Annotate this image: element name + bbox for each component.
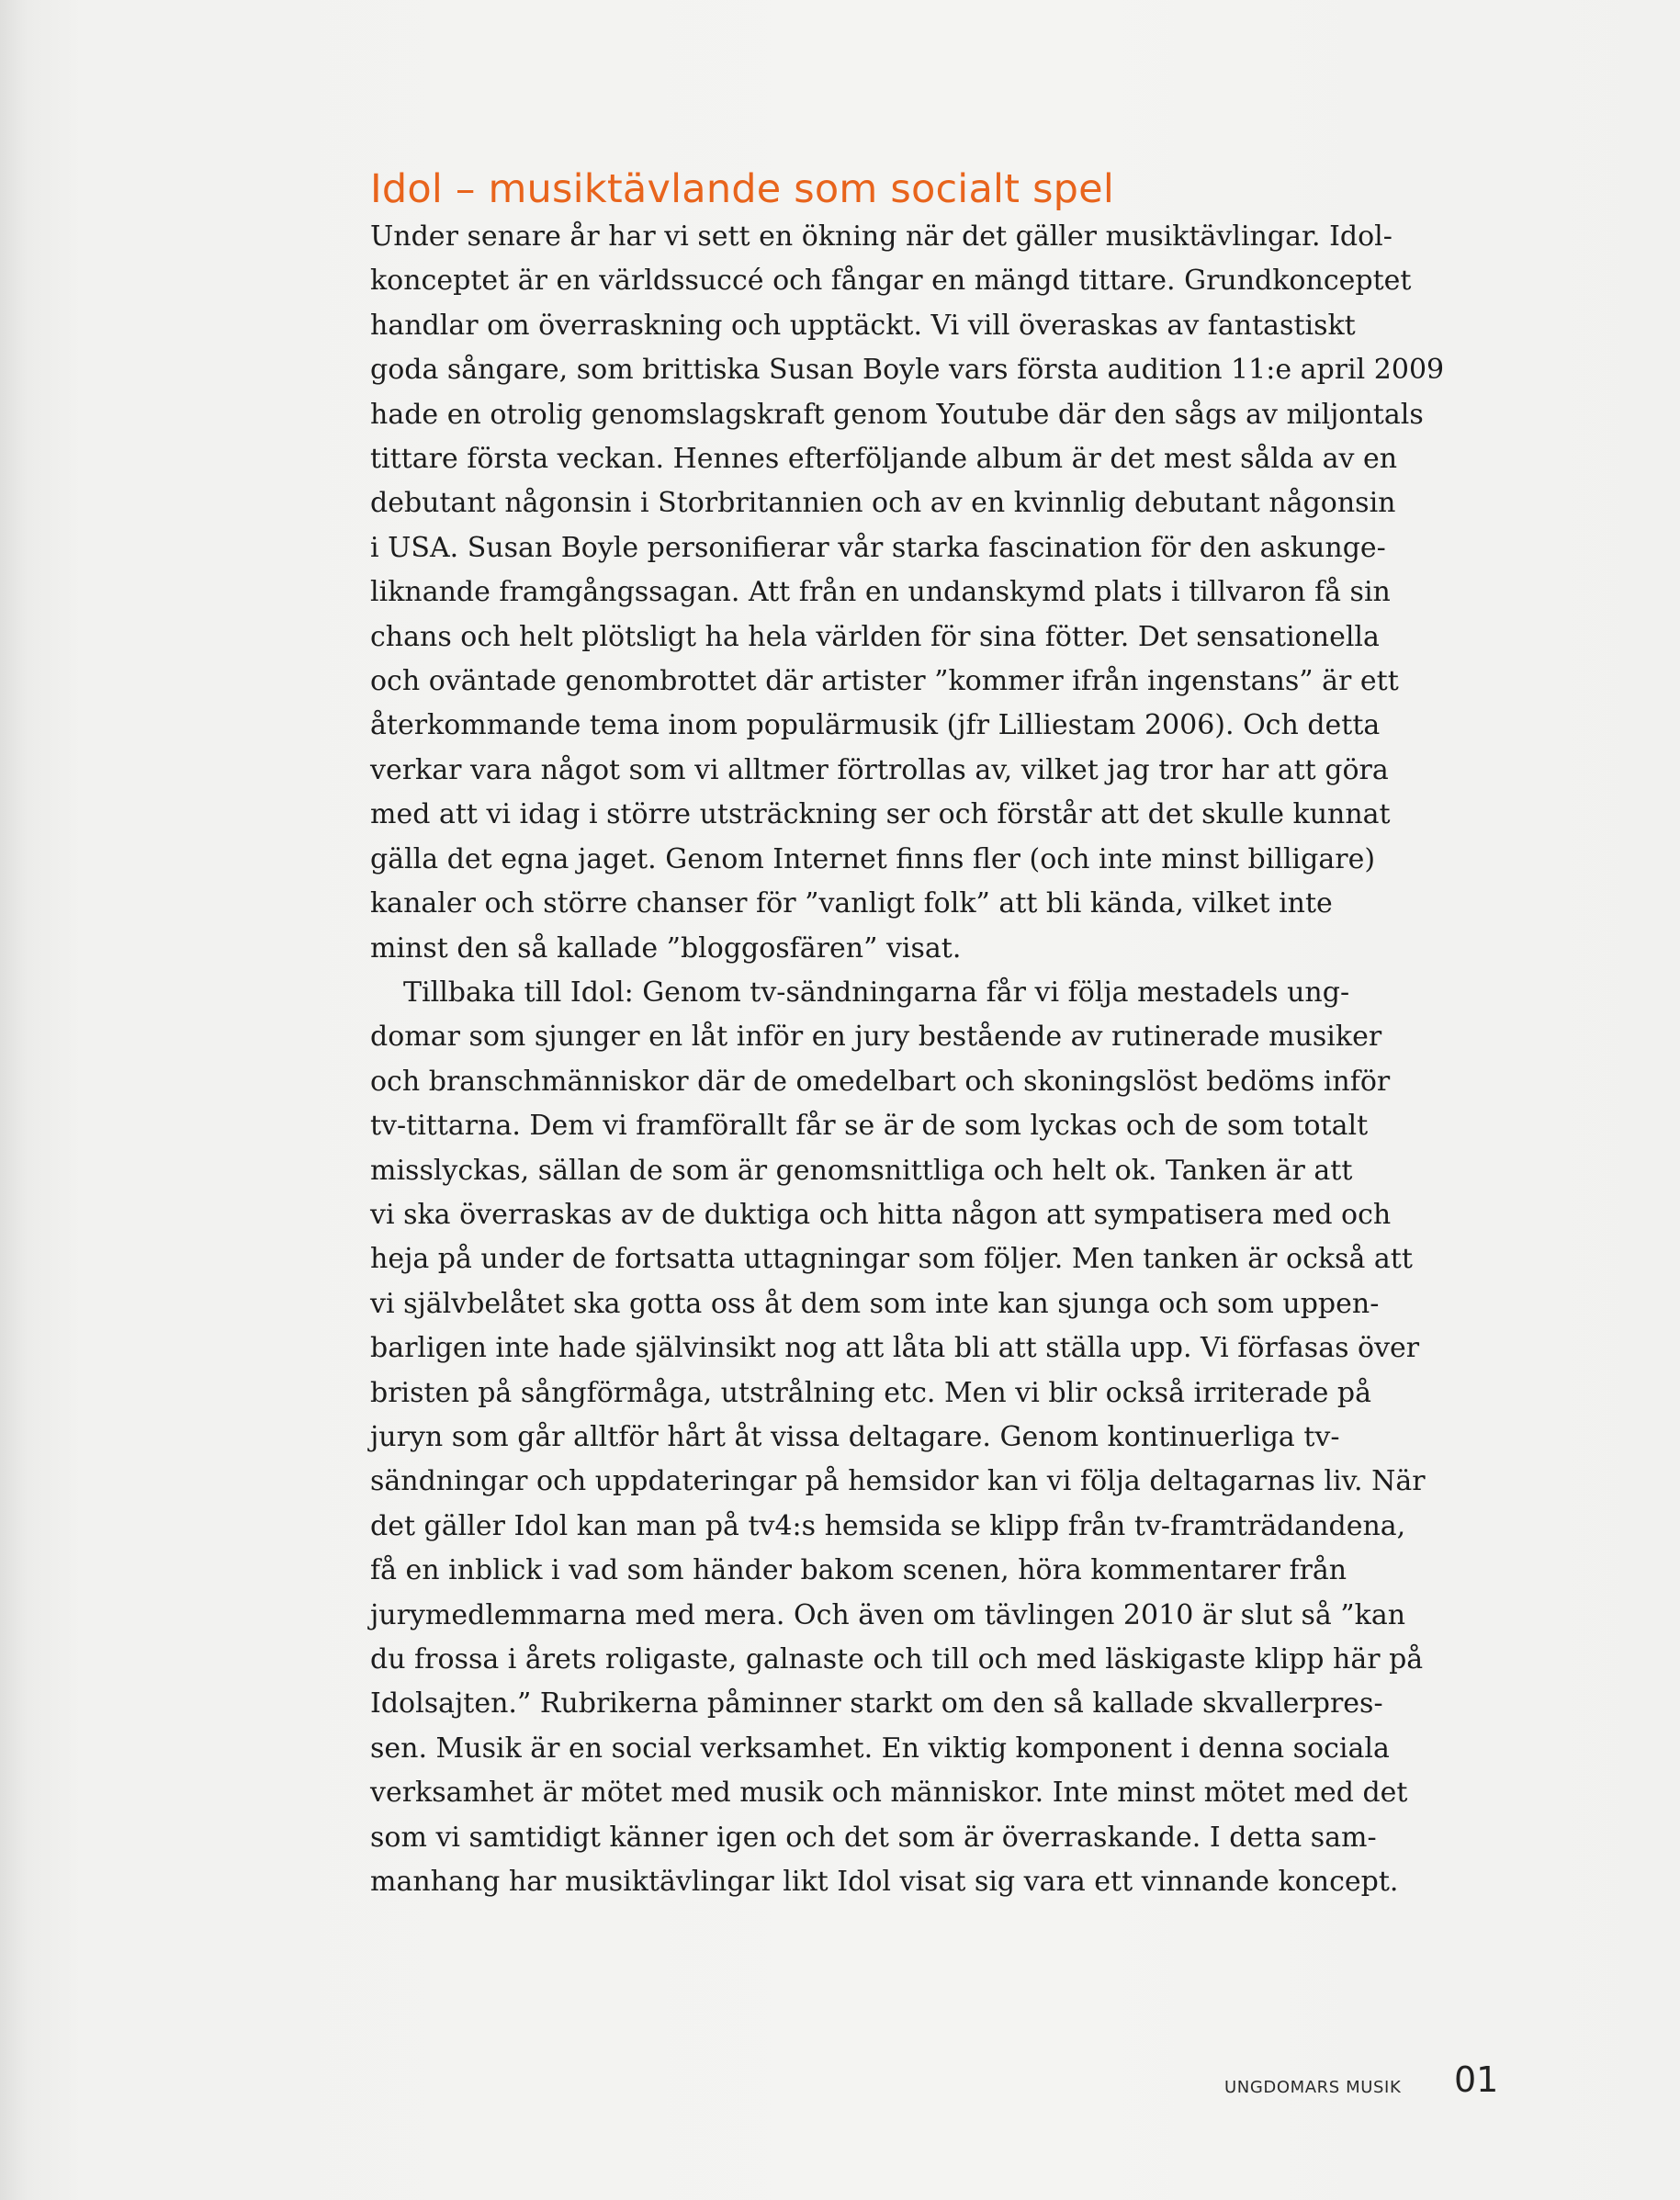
text-line: handlar om överraskning och upptäckt. Vi vill överaskas av fantastiskt xyxy=(370,309,1356,342)
page-number: 01 xyxy=(1454,2059,1499,2100)
article xyxy=(370,164,1491,1904)
text-line: jurymedlemmarna med mera. Och även om tävlingen 2010 är slut så ”kan xyxy=(370,1598,1406,1631)
text-line: vi ska överraskas av de duktiga och hitta någon att sympatisera med och xyxy=(370,1198,1392,1231)
text-line: i USA. Susan Boyle personifierar vår starka fascination för den askunge- xyxy=(370,531,1386,564)
text-line: få en inblick i vad som händer bakom scenen, höra kommentarer från xyxy=(370,1554,1347,1587)
text-line: verksamhet är mötet med musik och människor. Inte minst mötet med det xyxy=(370,1777,1408,1810)
text-line: verkar vara något som vi alltmer förtrollas av, vilket jag tror har att göra xyxy=(370,753,1389,786)
text-line: återkommande tema inom populärmusik (jfr Lilliestam 2006). Och detta xyxy=(370,709,1381,742)
text-line: konceptet är en världssuccé och fångar en mängd tittare. Grundkonceptet xyxy=(370,265,1412,298)
article-title: Idol – musiktävlande som socialt spel xyxy=(370,166,1114,212)
text-line: vi självbelåtet ska gotta oss åt dem som inte kan sjunga och som uppen- xyxy=(370,1287,1380,1320)
text-line: barligen inte hade självinsikt nog att låta bli att ställa upp. Vi förfasas över xyxy=(370,1332,1420,1365)
text-line: misslyckas, sällan de som är genomsnittliga och helt ok. Tanken är att xyxy=(370,1154,1353,1187)
text-line: minst den så kallade ”bloggosfären” visat. xyxy=(370,931,962,965)
text-line: debutant någonsin i Storbritannien och av en kvinnlig debutant någonsin xyxy=(370,487,1396,520)
text-line: Tillbaka till Idol: Genom tv-sändningarna får vi följa mestadels ung- xyxy=(403,976,1350,1009)
text-line: Under senare år har vi sett en ökning när det gäller musiktävlingar. Idol- xyxy=(370,220,1392,253)
text-line: gälla det egna jaget. Genom Internet finns fler (och inte minst billigare) xyxy=(370,842,1376,875)
text-line: heja på under de fortsatta uttagningar som följer. Men tanken är också att xyxy=(370,1243,1413,1276)
text-line: med att vi idag i större utsträckning ser och förstår att det skulle kunnat xyxy=(370,798,1391,831)
text-line: du frossa i årets roligaste, galnaste och till och med läskigaste klipp här på xyxy=(370,1643,1424,1675)
text-line: tv-tittarna. Dem vi framförallt får se är de som lyckas och de som totalt xyxy=(370,1110,1369,1143)
text-line: och oväntade genombrottet där artister ”kommer ifrån ingenstans” är ett xyxy=(370,665,1399,698)
running-head: UNGDOMARS MUSIK xyxy=(1224,2078,1402,2097)
text-line: liknande framgångssagan. Att från en undanskymd plats i tillvaron få sin xyxy=(370,576,1391,609)
text-line: Idolsajten.” Rubrikerna påminner starkt om den så kallade skvallerpres- xyxy=(370,1687,1383,1721)
text-line: manhang har musiktävlingar likt Idol visat sig vara ett vinnande koncept. xyxy=(370,1866,1399,1899)
text-line: hade en otrolig genomslagskraft genom Youtube där den sågs av miljontals xyxy=(370,398,1424,431)
text-line: sändningar och uppdateringar på hemsidor kan vi följa deltagarnas liv. När xyxy=(370,1465,1426,1498)
paragraph-1 xyxy=(370,215,1491,971)
text-line: det gäller Idol kan man på tv4:s hemsida se klipp från tv-framträdandena, xyxy=(370,1509,1406,1542)
page-footer xyxy=(1224,2059,1499,2105)
text-line: goda sångare, som brittiska Susan Boyle vars första audition 11:e april 2009 xyxy=(370,354,1445,387)
text-line: kanaler och större chanser för ”vanligt folk” att bli kända, vilket inte xyxy=(370,887,1333,920)
text-line: sen. Musik är en social verksamhet. En viktig komponent i denna sociala xyxy=(370,1732,1390,1765)
text-line: domar som sjunger en låt inför en jury bestående av rutinerade musiker xyxy=(370,1021,1382,1054)
text-line: bristen på sångförmåga, utstrålning etc. Men vi blir också irriterade på xyxy=(370,1376,1371,1409)
text-line: chans och helt plötsligt ha hela världen för sina fötter. Det sensationella xyxy=(370,620,1380,653)
text-line: juryn som går alltför hårt åt vissa deltagare. Genom kontinuerliga tv- xyxy=(370,1420,1340,1453)
text-line: och branschmänniskor där de omedelbart och skoningslöst bedöms inför xyxy=(370,1065,1391,1098)
text-line: tittare första veckan. Hennes efterföljande album är det mest sålda av en xyxy=(370,443,1398,476)
text-line: som vi samtidigt känner igen och det som är överraskande. I detta sam- xyxy=(370,1821,1377,1854)
paragraph-2 xyxy=(370,971,1491,1905)
